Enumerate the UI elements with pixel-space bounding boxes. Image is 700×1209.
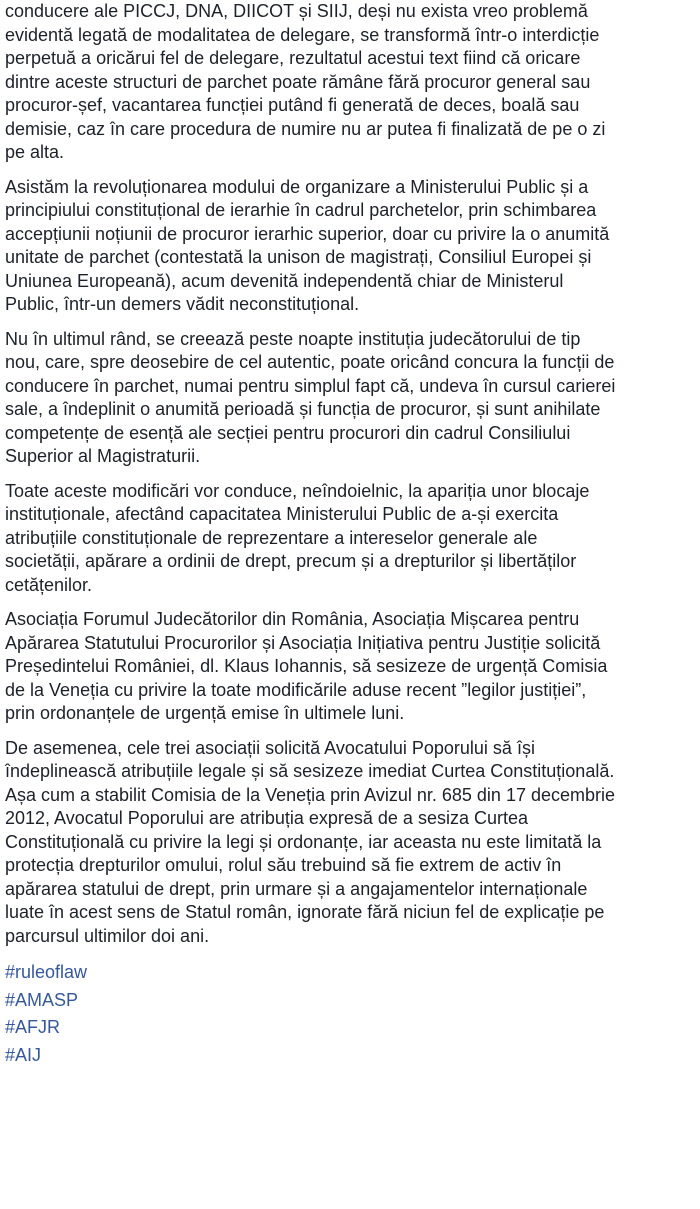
hashtag-list <box>5 959 697 1069</box>
hashtag-ruleoflaw[interactable]: #ruleoflaw <box>5 962 88 982</box>
paragraph-associations-request: Asociația Forumul Judecătorilor din România, Asociația Mișcarea pentru Apărarea Statutului Procurorilor și Asociația Inițiativa pentru Justiție solicită Președintelui României, dl. Klaus Iohannis, să sesizeze de urgență Comisia de la Veneția cu privire la toate modificările aduse recent ”legilor justiției”, prin ordonanțele de urgență emise în ultimele luni. <box>5 609 608 723</box>
paragraph-ombudsman: De asemenea, cele trei asociații solicită Avocatului Poporului să își îndeplinească atribuțiile legale și să sesizeze imediat Curtea Constituțională. Așa cum a stabilit Comisia de la Veneția prin Avizul nr. 685 din 17 decembrie 2012, Avocatul Poporului are atribuția expresă de a sesiza Curtea Constituțională cu privire la legi și ordonanțe, iar aceasta nu este limitată la protecția drepturilor omului, rolul său trebuind să fie extrem de activ în apărarea statului de drept, prin urmare și a angajamentelor internaționale luate în acest sens de Statul român, ignorate fără niciun fel de explicație pe parcursul ultimilor doi ani. <box>5 737 616 946</box>
post-body <box>5 0 697 1069</box>
paragraph-public-ministry: Asistăm la revoluționarea modului de organizare a Ministerului Public și a principiului constituțional de ierarhie în cadrul parchetelor, prin schimbarea accepțiunii noțiunii de procuror ierarhic superior, doar cu privire la o anumită unitate de parchet (contestată la unison de magistrați, Consiliul Europei și Uniunea Europeană), acum devenită independentă chiar de Ministerul Public, într-un demers vădit neconstituțional. <box>5 176 610 314</box>
hashtag-amasp[interactable]: #AMASP <box>5 989 79 1010</box>
paragraph-new-judge: Nu în ultimul rând, se creează peste noapte instituția judecătorului de tip nou, care, spre deosebire de cel autentic, poate oricând concura la funcții de conducere în parchet, numai pentru simplul fapt că, undeva în cursul carierei sale, a îndeplinit o anumită perioadă și funcția de procuror, și sunt anihilate competențe de esență ale secției pentru procurori din cadrul Consiliului Superior al Magistraturii. <box>5 328 616 466</box>
paragraph-blockages: Toate aceste modificări vor conduce, neîndoielnic, la apariția unor blocaje instituționale, afectând capacitatea Ministerului Public de a-și exercita atribuțiile constituționale de reprezentare a intereselor generale ale societății, apărare a ordinii de drept, precum și a drepturilor și libertăților cetățenilor. <box>5 480 590 595</box>
hashtag-afjr[interactable]: #AFJR <box>5 1017 61 1038</box>
paragraph-delegation: conducere ale PICCJ, DNA, DIICOT și SIIJ, deși nu exista vreo problemă evidentă legată de modalitatea de delegare, se transformă într-o interdicție perpetuă a oricărui fel de delegare, rezultatul acestui text fiind că oricare dintre aceste structuri de parchet poate rămâne fără procuror general sau procuror-șef, vacantarea funcției putând fi generată de deces, boală sau demisie, caz în care procedura de numire nu ar putea fi finalizată de pe o zi pe alta. <box>5 1 606 162</box>
hashtag-aij[interactable]: #AIJ <box>5 1044 42 1065</box>
